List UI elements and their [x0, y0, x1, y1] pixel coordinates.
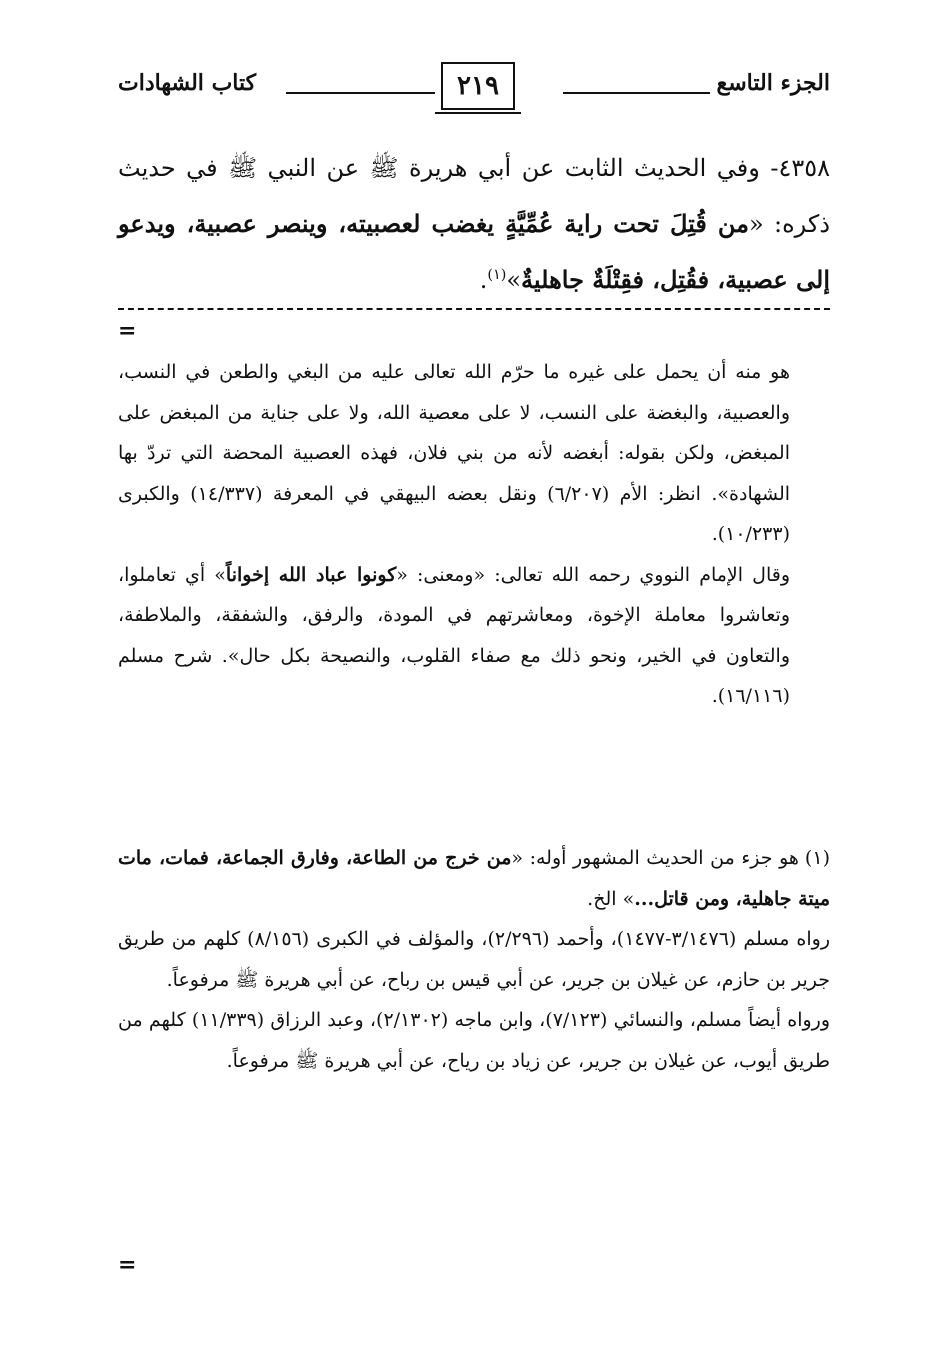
book-title: كتاب الشهادات: [118, 70, 257, 96]
continuation-mark-top: =: [118, 318, 137, 344]
page-number: ٢١٩: [441, 62, 515, 110]
hadith-quote: من قُتِلَ تحت راية عُمِّيَّةٍ يغضب لعصبيته، وينصر عصبية، ويدعو إلى عصبية، فقُتِل، فقِتْلَةٌ جاهليةٌ: [118, 209, 830, 294]
separator-dashes: [118, 308, 830, 326]
hadith-prefix: حديث ذكره: «: [118, 154, 831, 238]
footnote-rest: » الخ.: [587, 887, 635, 910]
volume-title: الجزء التاسع: [716, 70, 830, 96]
footnote-number: (١): [804, 847, 830, 869]
notes-paragraph-2: [118, 555, 790, 717]
footnote-paragraph-3: ورواه أيضاً مسلم، والنسائي (٧/١٢٣)، وابن ماجه (٢/١٣٠٢)، وعبد الرزاق (١١/٣٣٩) كلهم من طريق أيوب، عن غيلان بن جرير، عن زياد بن رياح، عن أبي هريرة ﷺ مرفوعاً.: [118, 1009, 830, 1072]
header-rule-right: [563, 92, 710, 94]
footnote-ref: (١): [487, 267, 507, 283]
hadith-quote-close: »: [506, 266, 522, 294]
nawawi-rest: » أي تعاملوا، وتعاشروا معاملة الإخوة، ومعاشرتهم في المودة، والرفق، والشفقة، والملاطفة، والتعاون في الخير، ونحو ذلك مع صفاء القلوب، والنصيحة بكل حال». شرح مسلم (١٦/١١٦).: [118, 563, 790, 707]
notes-block: [118, 352, 790, 717]
hadith-paragraph: [118, 140, 830, 308]
hadith-end: .: [479, 266, 488, 294]
hadith-intro: ٤٣٥٨- وفي الحديث الثابت عن أبي هريرة ﷺ عن النبي ﷺ في: [186, 154, 830, 182]
page-header: [118, 62, 830, 112]
footnote-block: [118, 838, 830, 1081]
footnote-prefix: هو جزء من الحديث المشهور أوله: «: [511, 847, 799, 869]
header-rule-left: [286, 92, 435, 94]
footnote-paragraph-1: [118, 838, 830, 919]
notes-paragraph-1: هو منه أن يحمل على غيره ما حرّم الله تعالى عليه من البغي والطعن في النسب، والعصبية، والبغضة على النسب، لا على معصية الله، ولا على جناية من المبغض على المبغض، ولكن بقوله: أبغضه لأنه من بني فلان، فهذه العصبية المحضة التي تردّ بها الشهادة». انظر: الأم (٦/٢٠٧) ونقل بعضه البيهقي في المعرفة (١٤/٣٣٧) والكبرى (١٠/٢٣٣).: [118, 361, 791, 545]
footnote-paragraph-2: رواه مسلم (٣/١٤٧٦-١٤٧٧)، وأحمد (٢/٢٩٦)، والمؤلف في الكبرى (٨/١٥٦) كلهم من طريق جرير بن حازم، عن غيلان بن جرير، عن أبي قيس بن رباح، عن أبي هريرة ﷺ مرفوعاً.: [118, 928, 830, 991]
footnote-quote: من خرج من الطاعة، وفارق الجماعة، فمات، مات ميتة جاهلية، ومن قاتل...: [118, 847, 830, 910]
nawawi-prefix: وقال الإمام النووي رحمه الله تعالى: «ومعنى: «: [396, 563, 790, 586]
nawawi-quote: كونوا عباد الله إخواناً: [225, 563, 397, 586]
continuation-mark-bottom: =: [118, 1252, 137, 1278]
